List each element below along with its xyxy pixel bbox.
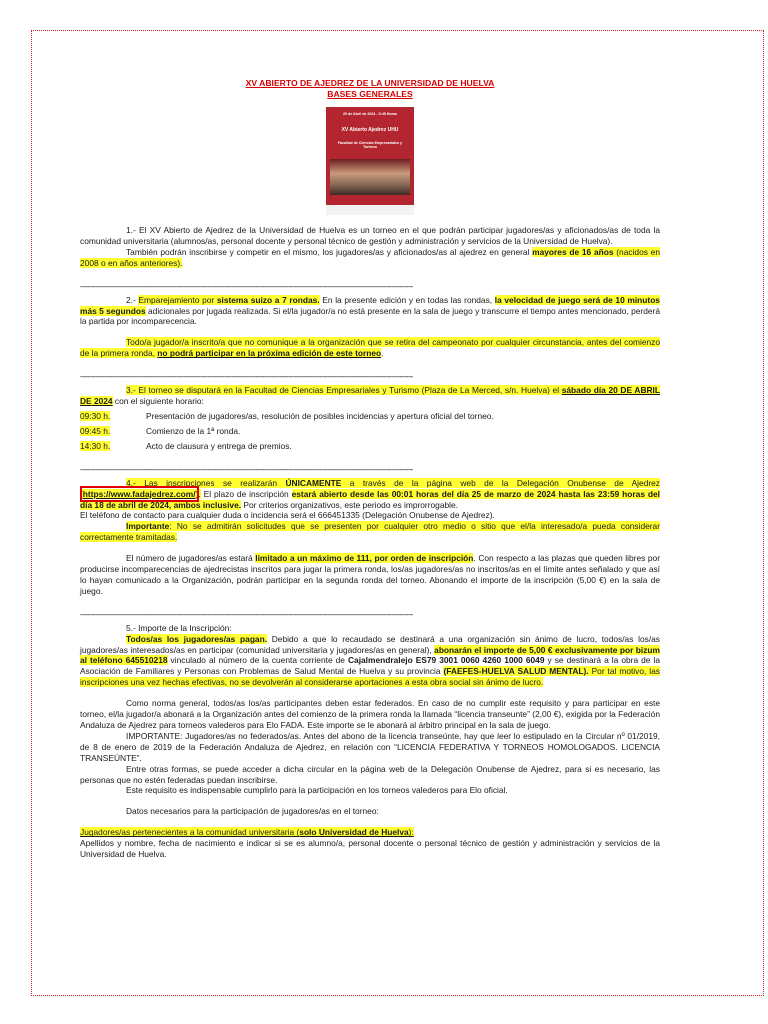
section-4-paragraph: 4.- Las inscripciones se realizarán ÚNICAMENTE a través de la página web de la Delegación Onubense de Ajedrez (https://www.fadajedrez.com/). El plazo de inscripción estará abierto desde las 00:01 horas del día 25 de marzo de 2024 hasta las 23:59 horas del día 18 de abril de 2024, ambos inclusive. Por criterios organizativos, este periodo es improrrogable. — [80, 477, 660, 510]
separator-line: -------------------------------------------------------------------------------------------------------------------------------------------------------- — [80, 463, 413, 474]
poster-logos — [326, 205, 414, 215]
poster-photo — [330, 159, 410, 195]
schedule-row: 09:30 h. Presentación de jugadores/as, resolución de posibles incidencias y apertura oficial del torneo. — [80, 410, 494, 421]
document-body — [80, 78, 660, 860]
required-data-paragraph: Datos necesarios para la participación de jugadores/as en el torneo: — [126, 806, 379, 817]
tournament-poster — [326, 107, 414, 215]
doc-title: XV ABIERTO DE AJEDREZ DE LA UNIVERSIDAD DE HUELVA — [245, 78, 495, 88]
poster-title: XV Abierto Ajedrez UHU — [341, 127, 399, 133]
important-circular-paragraph: IMPORTANTE: Jugadores/as no federados/as. Antes del abono de la licencia transeúnte, hay que leer lo estipulado en la Circular nº 01/2019, de 8 de enero de 2019 de la Federación Andaluza de Ajedrez, en relación con “LICENCIA FEDERATIVA Y TORNEOS HOMOLOGADOS. LICENCIA TRANSEÚNTE”. — [80, 730, 660, 763]
schedule-row: 14:30 h. Acto de clausura y entrega de premios. — [80, 440, 292, 451]
section-5-paragraph: Todos/as los jugadores/as pagan. Debido a que lo recaudado se destinará a una organización sin ánimo de lucro, todos/as los/as jugadores/as interesados/as en participar (comunidad universitaria y jugadores/as en general), abonarán el importe de 5,00 € exclusivamente por bizum al teléfono 645510218 vinculado al número de la cuenta corriente de Cajalmendralejo ES79 3001 0060 4260 1000 6049 y se destinará a la obra de la Asociación de Familiares y Personas con Problemas de Salud Mental de Huelva y su provincia (FAEFES-HUELVA SALUD MENTAL). Por tal motivo, las inscripciones una vez hechas efectivas, no se devolverán al considerarse aportaciones a esta obra social sin ánimo de lucro. — [80, 633, 660, 688]
separator-line: -------------------------------------------------------------------------------------------------------------------------------------------------------- — [80, 371, 413, 382]
schedule-row: 09:45 h. Comienzo de la 1ª ronda. — [80, 425, 241, 436]
university-players-data: Apellidos y nombre, fecha de nacimiento e indicar si se es alumno/a, personal docente o personal técnico de gestión y administración y servicios de la Universidad de Huelva. — [80, 838, 660, 860]
circular-access-paragraph: Entre otras formas, se puede acceder a dicha circular en la página web de la Delegación Onubense de Ajedrez, para si es necesario, las personas que no estén federadas puedan inscribirse. — [80, 763, 660, 785]
university-players-heading: Jugadores/as pertenecientes a la comunidad universitaria (solo Universidad de Huelva): — [80, 827, 414, 838]
player-limit-paragraph: El número de jugadores/as estará limitado a un máximo de 111, por orden de inscripción. Con respecto a las plazas que queden libres por producirse incomparecencias de ajedrecistas inscritos para jugar la primera ronda, los/as jugadores/as no inscritos/as en el límite antes señalado y que así lo hayan comunicado a la Organización, podrán participar en la segunda ronda del torneo. Abonando el importe de la inscripción (5,00 €) en la sala de juego. — [80, 553, 660, 596]
poster-venue: Facultad de Ciencias Empresariales y Turismo — [337, 141, 403, 150]
requirement-paragraph: Este requisito es indispensable cumplirlo para la participación en los torneos valederos para Elo oficial. — [126, 785, 508, 796]
separator-line: -------------------------------------------------------------------------------------------------------------------------------------------------------- — [80, 280, 413, 291]
federation-paragraph: Como norma general, todos/as los/as participantes deben estar federados. En caso de no cumplir este requisito y para participar en este torneo, el/la jugador/a abonará a la Organización antes del comienzo de la primera ronda la llamada “licencia transeunte” (2,00 €), exigida por la Federación Andaluza de Ajedrez para torneos valederos para Elo FADA. Este importe se le abonará al árbitro principal en la sala de juego. — [80, 698, 660, 730]
section-3-paragraph: 3.- El torneo se disputará en la Facultad de Ciencias Empresariales y Turismo (Plaza de La Merced, s/n. Huelva) el sábado día 20 DE ABRIL DE 2024 con el siguiente horario: — [80, 385, 660, 407]
separator-line: -------------------------------------------------------------------------------------------------------------------------------------------------------- — [80, 608, 413, 619]
doc-subtitle: BASES GENERALES — [327, 88, 413, 99]
section-2-paragraph: 2.- Emparejamiento por sistema suizo a 7 rondas. En la presente edición y en todas las rondas, la velocidad de juego será de 10 minutos más 5 segundos adicionales por jugada realizada. Si el/la jugador/a no está presente en la sala de juego y transcurre el tiempo antes mencionado, perderá la partida por incomparecencia. — [80, 294, 660, 327]
poster-date: 20 de Abril de 2024 - 9:45 Horas — [343, 112, 397, 116]
fadajedrez-link[interactable]: https://www.fadajedrez.com/ — [82, 488, 196, 499]
important-note: Importante: No se admitirán solicitudes que se presenten por cualquier otro medio o sitio que el/la interesado/a pueda considerar correctamente tramitadas. — [80, 521, 660, 543]
section-5-heading: 5.- Importe de la Inscripción: — [126, 622, 232, 633]
section-2-withdrawal-paragraph: Todo/a jugador/a inscrito/a que no comunique a la organización que se retira del campeonato por cualquier circunstancia, antes del comienzo de la primera ronda, no podrá participar en la próxima edición de este torneo. — [80, 337, 660, 359]
contact-phone: El teléfono de contacto para cualquier duda o incidencia será el 666451335 (Delegación Onubense de Ajedrez). — [80, 510, 495, 521]
section-1-age-paragraph: También podrán inscribirse y competir en el mismo, los jugadores/as y aficionados/as al ajedrez en general mayores de 16 años (nacidos en 2008 o en años anteriores). — [80, 246, 660, 268]
section-1-paragraph: 1.- El XV Abierto de Ajedrez de la Universidad de Huelva es un torneo en el que podrán participar jugadores/as y aficionados/as de toda la comunidad universitaria (alumnos/as, personal docente y personal técnico de gestión y administración y servicios de la Universidad de Huelva). — [80, 225, 660, 246]
